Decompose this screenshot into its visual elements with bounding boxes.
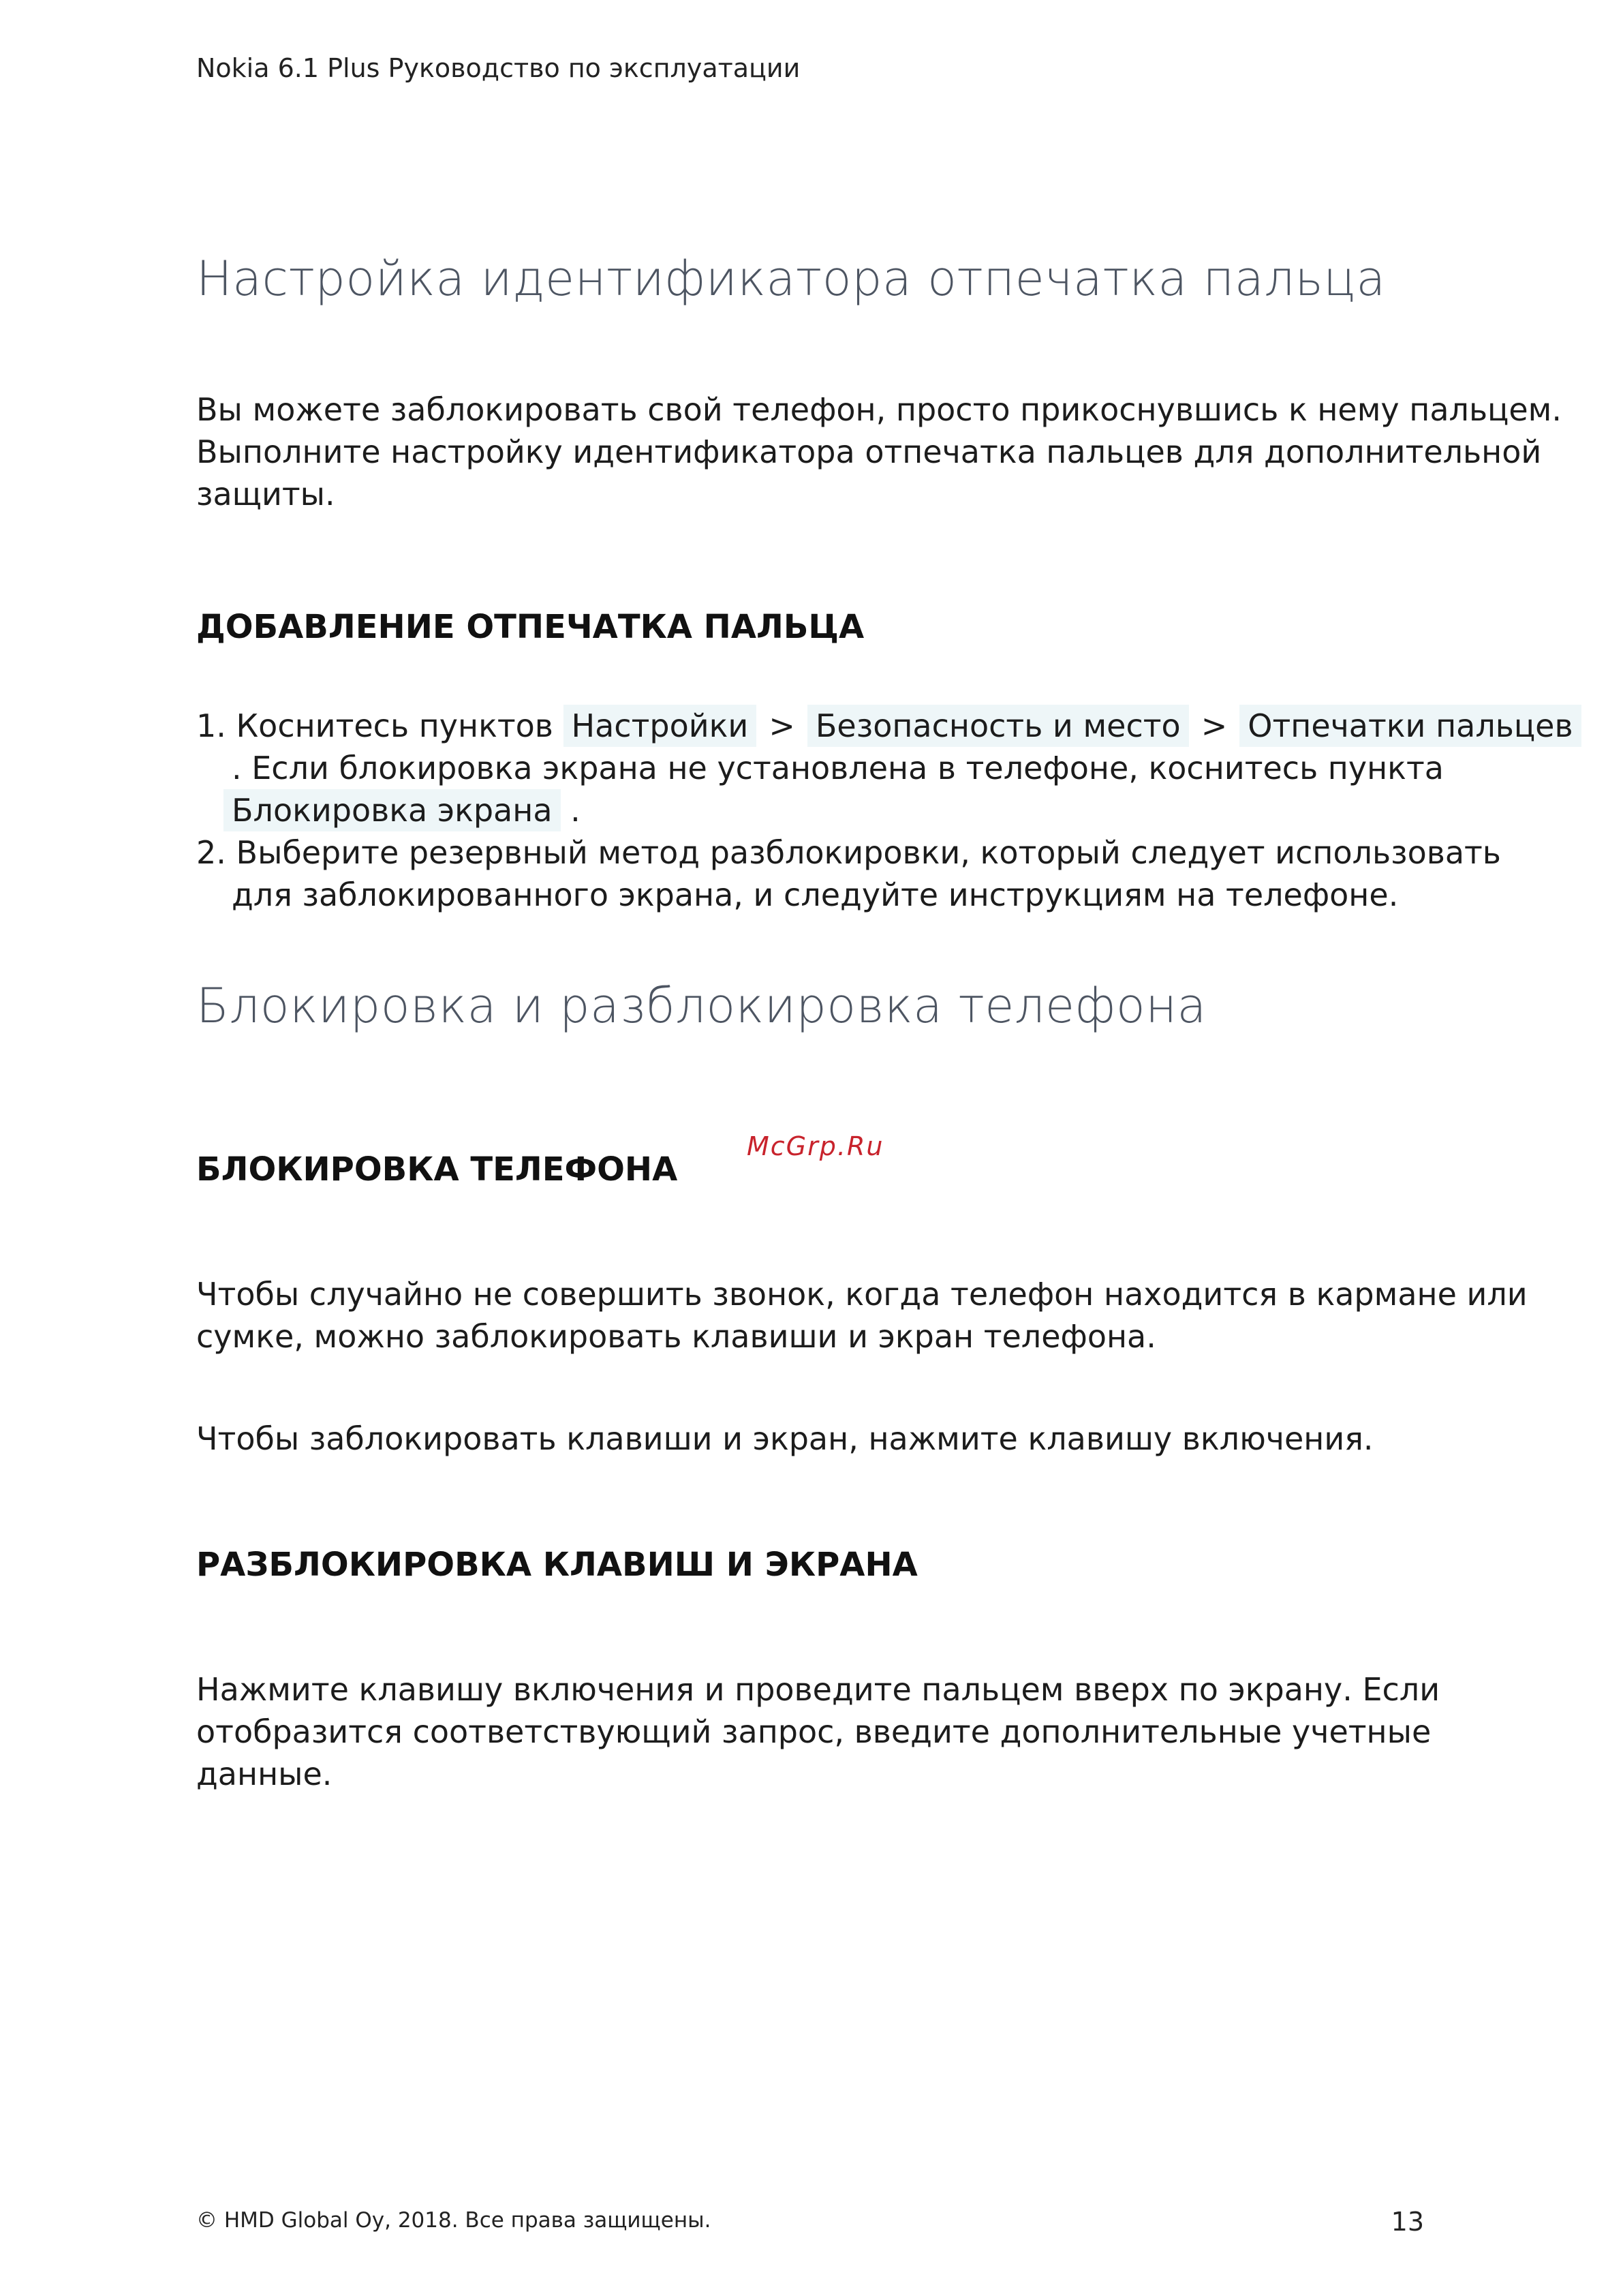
section-title-lock-unlock: Блокировка и разблокировка телефона (196, 978, 1207, 1034)
fingerprint-intro (196, 388, 1562, 515)
section-title-fingerprint: Настройка идентификатора отпечатка пальца (196, 251, 1386, 307)
unlock-paragraph (196, 1668, 1443, 1795)
step-end: . (570, 792, 581, 829)
step-2-continuation: для заблокированного экрана, и следуйте инструкциям на телефоне. (232, 876, 1399, 913)
watermark: McGrp.Ru (747, 1131, 884, 1161)
page-number: 13 (1391, 2207, 1424, 2237)
subsection-title-unlock-keys-screen: РАЗБЛОКИРОВКА КЛАВИШ И ЭКРАНА (196, 1546, 918, 1584)
menu-path-settings: Настройки (563, 705, 757, 747)
intro-line: Выполните настройку идентификатора отпечатка пальцев для дополнительной (196, 433, 1542, 470)
intro-line: защиты. (196, 476, 335, 512)
step-number: 2. (196, 834, 226, 871)
path-separator: > (769, 707, 795, 744)
lock-paragraph-1 (196, 1273, 1528, 1358)
step-number: 1. (196, 707, 226, 744)
step-2 (196, 831, 1501, 874)
step-1-continuation (196, 789, 1443, 831)
path-separator: > (1201, 707, 1228, 744)
add-fingerprint-steps (196, 705, 1573, 916)
subsection-title-add-fingerprint: ДОБАВЛЕНИЕ ОТПЕЧАТКА ПАЛЬЦА (196, 608, 865, 646)
step-1-continuation: . Если блокировка экрана не установлена в телефоне, коснитесь пункта (232, 750, 1444, 786)
para-line: данные. (196, 1756, 333, 1792)
running-header: Nokia 6.1 Plus Руководство по эксплуатации (196, 53, 801, 83)
para-line: Чтобы заблокировать клавиши и экран, нажмите клавишу включения. (196, 1420, 1374, 1457)
step-text: Выберите резервный метод разблокировки, который следует использовать (236, 834, 1501, 871)
footer-copyright: © HMD Global Oy, 2018. Все права защищены. (196, 2208, 711, 2233)
menu-path-security-location: Безопасность и место (807, 705, 1189, 747)
para-line: отобразится соответствующий запрос, введите дополнительные учетные (196, 1713, 1432, 1750)
para-line: Чтобы случайно не совершить звонок, когда телефон находится в кармане или (196, 1276, 1528, 1313)
step-1 (196, 705, 1573, 747)
menu-path-screen-lock: Блокировка экрана (223, 789, 561, 831)
subsection-title-lock-phone: БЛОКИРОВКА ТЕЛЕФОНА (196, 1150, 678, 1189)
lock-paragraph-2 (196, 1418, 1443, 1460)
menu-path-fingerprints: Отпечатки пальцев (1239, 705, 1581, 747)
intro-line: Вы можете заблокировать свой телефон, просто прикоснувшись к нему пальцем. (196, 391, 1562, 428)
para-line: Нажмите клавишу включения и проведите пальцем вверх по экрану. Если (196, 1671, 1440, 1708)
step-lead: Коснитесь пунктов (236, 707, 553, 744)
para-line: сумке, можно заблокировать клавиши и экран телефона. (196, 1318, 1156, 1355)
